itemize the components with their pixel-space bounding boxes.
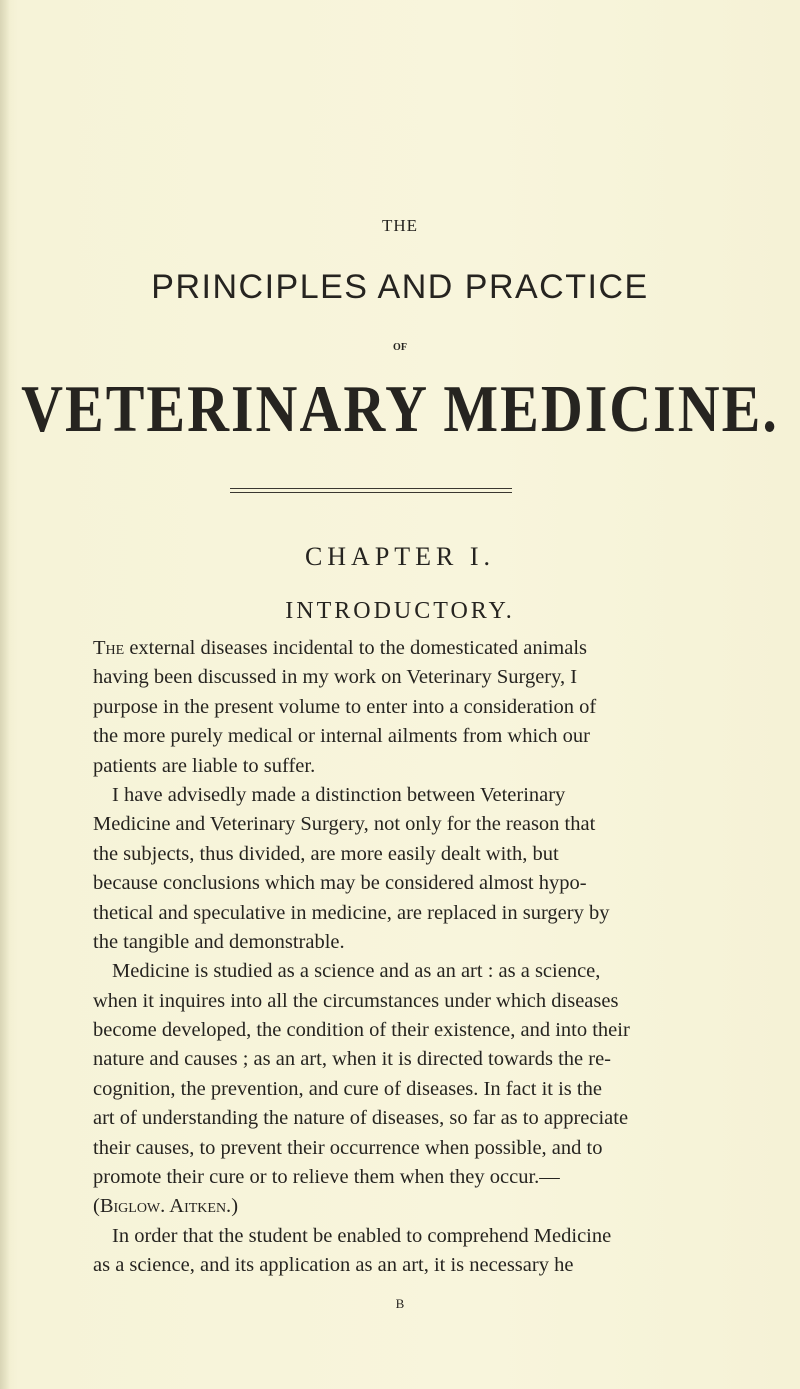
signature-mark: B <box>395 1296 405 1311</box>
title-principles: PRINCIPLES AND PRACTICE <box>151 268 649 306</box>
line-2-text: having been discussed in my work on Veterinary Surgery, I <box>93 666 578 689</box>
line-10-text: thetical and speculative in medicine, are replaced in surgery by <box>93 901 610 924</box>
line-5-text: patients are liable to suffer. <box>93 754 316 777</box>
text-line <box>0 722 800 751</box>
text-line <box>0 752 800 781</box>
line-1-text: external diseases incidental to the domesticated animals <box>124 637 587 659</box>
title-the: THE <box>381 216 419 235</box>
line-22-text: as a science, and its application as an art, it is necessary he <box>93 1254 574 1277</box>
line-19-text: promote their cure or to relieve them when they occur.— <box>93 1166 560 1189</box>
text-line <box>0 663 800 692</box>
line-14-text: become developed, the condition of their existence, and into their <box>93 1019 630 1042</box>
text-line <box>0 810 800 839</box>
line-13-text: when it inquires into all the circumstances under which diseases <box>93 989 619 1012</box>
line-8-text: the subjects, thus divided, are more easily dealt with, but <box>93 842 559 865</box>
line-15-text: nature and causes ; as an art, when it is directed towards the re- <box>93 1048 611 1071</box>
title-main: VETERINARY MEDICINE. <box>21 371 779 446</box>
text-line <box>0 987 800 1016</box>
line-11-text: the tangible and demonstrable. <box>93 930 345 953</box>
text-line-content <box>93 634 587 663</box>
text-line <box>0 1104 800 1133</box>
double-rule-top <box>230 488 512 489</box>
text-line <box>0 634 800 663</box>
text-line <box>0 899 800 928</box>
text-line <box>0 1016 800 1045</box>
line-9-text: because conclusions which may be considered almost hypo- <box>93 872 587 895</box>
chapter-subheading: INTRODUCTORY. <box>285 598 515 624</box>
chapter-heading: CHAPTER I. <box>304 542 496 571</box>
line-17-text: art of understanding the nature of diseases, so far as to appreciate <box>93 1107 629 1130</box>
citation-open: ( <box>93 1195 100 1218</box>
text-line <box>0 957 800 986</box>
double-rule-bottom <box>230 492 512 493</box>
text-line <box>0 1251 800 1280</box>
citation: Biglow. Aitken. <box>99 1195 232 1218</box>
text-line <box>0 1222 800 1251</box>
line-6-text: I have advisedly made a distinction between Veterinary <box>112 783 566 806</box>
line-16-text: cognition, the prevention, and cure of diseases. In fact it is the <box>93 1077 602 1100</box>
text-line <box>0 1075 800 1104</box>
line-7-text: Medicine and Veterinary Surgery, not only for the reason that <box>93 813 596 836</box>
title-of: OF <box>393 342 407 353</box>
line-3-text: purpose in the present volume to enter into a consideration of <box>93 695 597 718</box>
text-line <box>0 781 800 810</box>
body-text <box>0 634 800 1281</box>
text-line <box>0 1045 800 1074</box>
line-4-text: the more purely medical or internal ailments from which our <box>93 725 590 748</box>
text-line <box>0 840 800 869</box>
line-12-text: Medicine is studied as a science and as an art : as a science, <box>112 960 601 983</box>
text-line <box>0 1134 800 1163</box>
citation-line <box>93 1192 238 1221</box>
lead-word: The <box>93 637 125 659</box>
text-line <box>0 928 800 957</box>
line-18-text: their causes, to prevent their occurrence when possible, and to <box>93 1136 603 1159</box>
text-line <box>0 1192 800 1221</box>
text-line <box>0 869 800 898</box>
text-line <box>0 1163 800 1192</box>
line-21-text: In order that the student be enabled to comprehend Medicine <box>112 1224 612 1247</box>
citation-close: ) <box>231 1195 239 1218</box>
text-line <box>0 693 800 722</box>
